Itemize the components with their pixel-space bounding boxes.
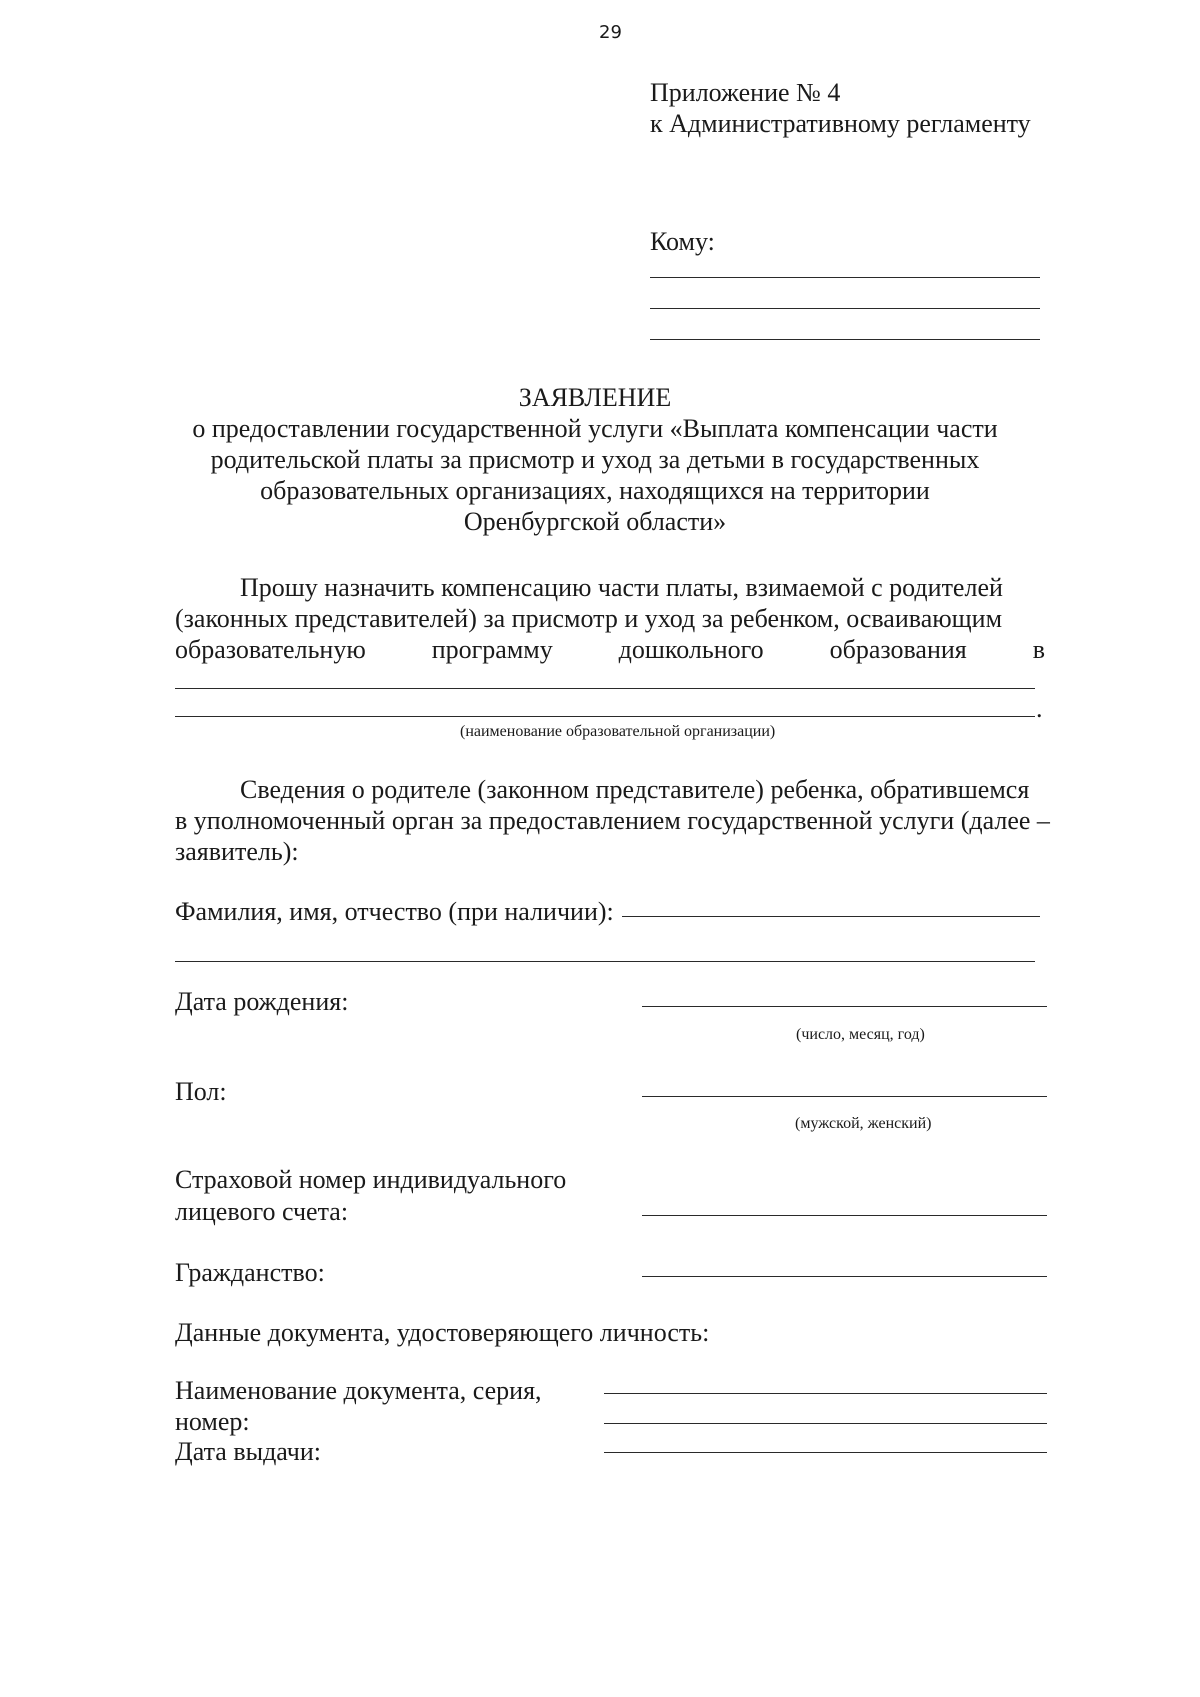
appendix-reference: к Административному регламенту [650, 109, 1031, 138]
organization-caption: (наименование образовательной организации) [460, 723, 776, 740]
id-document-heading: Данные документа, удостоверяющего личность: [175, 1318, 710, 1347]
gender-hint: (мужской, женский) [795, 1115, 932, 1132]
full-name-field[interactable] [622, 916, 1040, 917]
full-name-label: Фамилия, имя, отчество (при наличии): [175, 897, 614, 926]
request-line-1: Прошу назначить компенсацию части платы, взимаемой с родителей [240, 573, 1003, 602]
title-line-1: о предоставлении государственной услуги «Выплата компенсации части [192, 414, 998, 443]
document-name-label-line-1: Наименование документа, серия, [175, 1376, 542, 1405]
snils-label-line-1: Страховой номер индивидуального [175, 1165, 567, 1194]
birth-date-label: Дата рождения: [175, 987, 349, 1016]
full-name-field-continued[interactable] [175, 961, 1035, 962]
organization-line-2[interactable] [175, 716, 1035, 717]
document-number-field[interactable] [604, 1423, 1047, 1424]
request-word-1: образовательную [175, 635, 366, 664]
request-line-2: (законных представителей) за присмотр и уход за ребенком, осваивающим [175, 604, 1003, 633]
document-name-field[interactable] [604, 1393, 1047, 1394]
end-period: . [1036, 694, 1043, 723]
citizenship-field[interactable] [642, 1276, 1047, 1277]
recipient-line-1[interactable] [650, 277, 1040, 278]
request-word-5: в [1032, 635, 1045, 664]
title-line-4: Оренбургской области» [463, 507, 727, 536]
recipient-line-2[interactable] [650, 308, 1040, 309]
page-number: 29 [599, 22, 622, 43]
applicant-info-line-3: заявитель): [175, 837, 299, 866]
request-line-3 [175, 633, 1045, 666]
document-title: ЗАЯВЛЕНИЕ [518, 383, 672, 412]
issue-date-field[interactable] [604, 1452, 1047, 1453]
gender-field[interactable] [642, 1096, 1047, 1097]
gender-label: Пол: [175, 1077, 227, 1106]
request-word-4: образования [829, 635, 967, 664]
title-line-3: образовательных организациях, находящихся на территории [260, 476, 930, 505]
organization-line-1[interactable] [175, 688, 1035, 689]
citizenship-label: Гражданство: [175, 1258, 325, 1287]
snils-label-line-2: лицевого счета: [175, 1197, 349, 1226]
applicant-info-line-1: Сведения о родителе (законном представителе) ребенка, обратившемся [240, 775, 1030, 804]
request-word-2: программу [431, 635, 553, 664]
title-line-2: родительской платы за присмотр и уход за детьми в государственных [210, 445, 980, 474]
request-word-3: дошкольного [618, 635, 764, 664]
birth-date-field[interactable] [642, 1006, 1047, 1007]
applicant-info-line-2: в уполномоченный орган за предоставлением государственной услуги (далее – [175, 806, 1050, 835]
recipient-label: Кому: [650, 227, 715, 256]
document-name-label-line-2: номер: [175, 1407, 250, 1436]
issue-date-label: Дата выдачи: [175, 1437, 322, 1466]
recipient-line-3[interactable] [650, 339, 1040, 340]
snils-field[interactable] [642, 1215, 1047, 1216]
birth-date-hint: (число, месяц, год) [796, 1026, 925, 1043]
appendix-number: Приложение № 4 [650, 78, 841, 107]
